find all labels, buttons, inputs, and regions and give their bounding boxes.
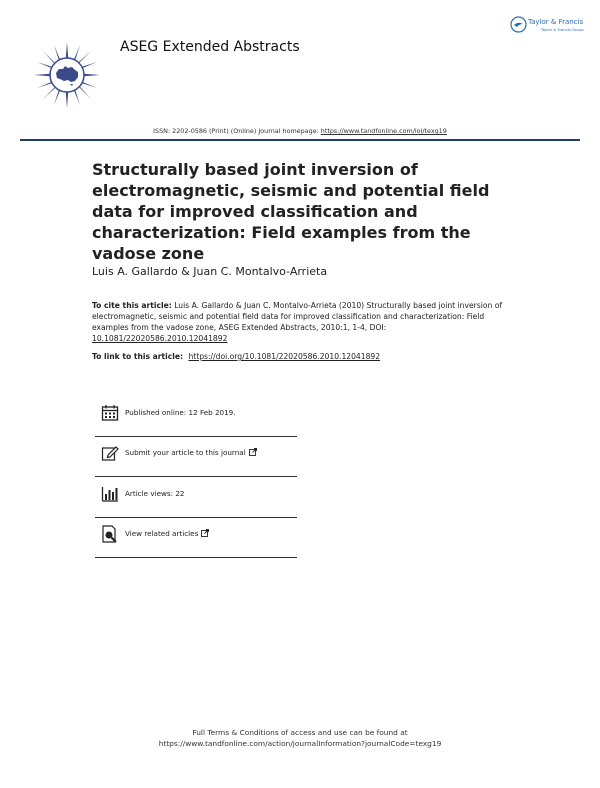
doi-link[interactable]: 10.1081/22020586.2010.12041892 xyxy=(92,334,228,343)
external-link-icon xyxy=(249,448,257,456)
journal-homepage-link[interactable]: https://www.tandfonline.com/loi/texg19 xyxy=(320,127,447,135)
submit-article-link[interactable] xyxy=(125,448,257,457)
aseg-star-logo-icon xyxy=(32,40,102,110)
edit-icon xyxy=(101,444,119,462)
related-articles-item[interactable] xyxy=(95,517,297,558)
published-online-item xyxy=(95,396,297,437)
footer-terms-text: Full Terms & Conditions of access and use can be found at xyxy=(192,728,408,737)
search-document-icon xyxy=(101,525,119,543)
publisher-logo[interactable] xyxy=(508,14,590,38)
link-block xyxy=(92,352,380,361)
cite-label: To cite this article: xyxy=(92,301,172,310)
footer xyxy=(0,727,600,749)
citation-block xyxy=(92,300,512,344)
cite-text: Luis A. Gallardo & Juan C. Montalvo-Arrieta (2010) Structurally based joint inversion of electromagnetic, seismic and potential field data for improved classification and characterization: Field examples from the vadose zone, ASEG Extended Abstracts, 2010:1, 1-4, DOI: xyxy=(92,301,503,332)
article-doi-url-link[interactable]: https://doi.org/10.1081/22020586.2010.12041892 xyxy=(188,352,381,361)
external-link-icon xyxy=(201,529,209,537)
calendar-icon xyxy=(101,404,119,422)
issn-text: ISSN: 2202-0586 (Print) (Online) Journal homepage: xyxy=(153,127,319,135)
journal-title: ASEG Extended Abstracts xyxy=(120,39,300,55)
published-online-text: Published online: 12 Feb 2019. xyxy=(125,408,236,417)
footer-journal-info-link[interactable]: https://www.tandfonline.com/action/journalInformation?journalCode=texg19 xyxy=(158,739,442,748)
submit-article-item[interactable] xyxy=(95,436,297,477)
taylor-francis-logo-icon xyxy=(510,16,527,33)
link-label: To link to this article: xyxy=(92,352,184,361)
article-title: Structurally based joint inversion of electromagnetic, seismic and potential field data for improved classification and characterization: Field examples from the vadose zone xyxy=(92,160,490,263)
submit-article-text: Submit your article to this journal xyxy=(125,448,246,457)
publisher-name: Taylor & Francis xyxy=(528,18,584,26)
related-articles-link[interactable] xyxy=(125,529,209,538)
issn-line xyxy=(0,127,600,135)
article-views-text: Article views: 22 xyxy=(125,489,185,498)
header-rule xyxy=(20,139,580,141)
related-articles-text: View related articles xyxy=(125,529,199,538)
bar-chart-icon xyxy=(101,485,119,503)
article-authors: Luis A. Gallardo & Juan C. Montalvo-Arrieta xyxy=(92,265,328,278)
publisher-group: Taylor & Francis Group xyxy=(541,27,584,32)
article-views-item xyxy=(95,477,297,518)
